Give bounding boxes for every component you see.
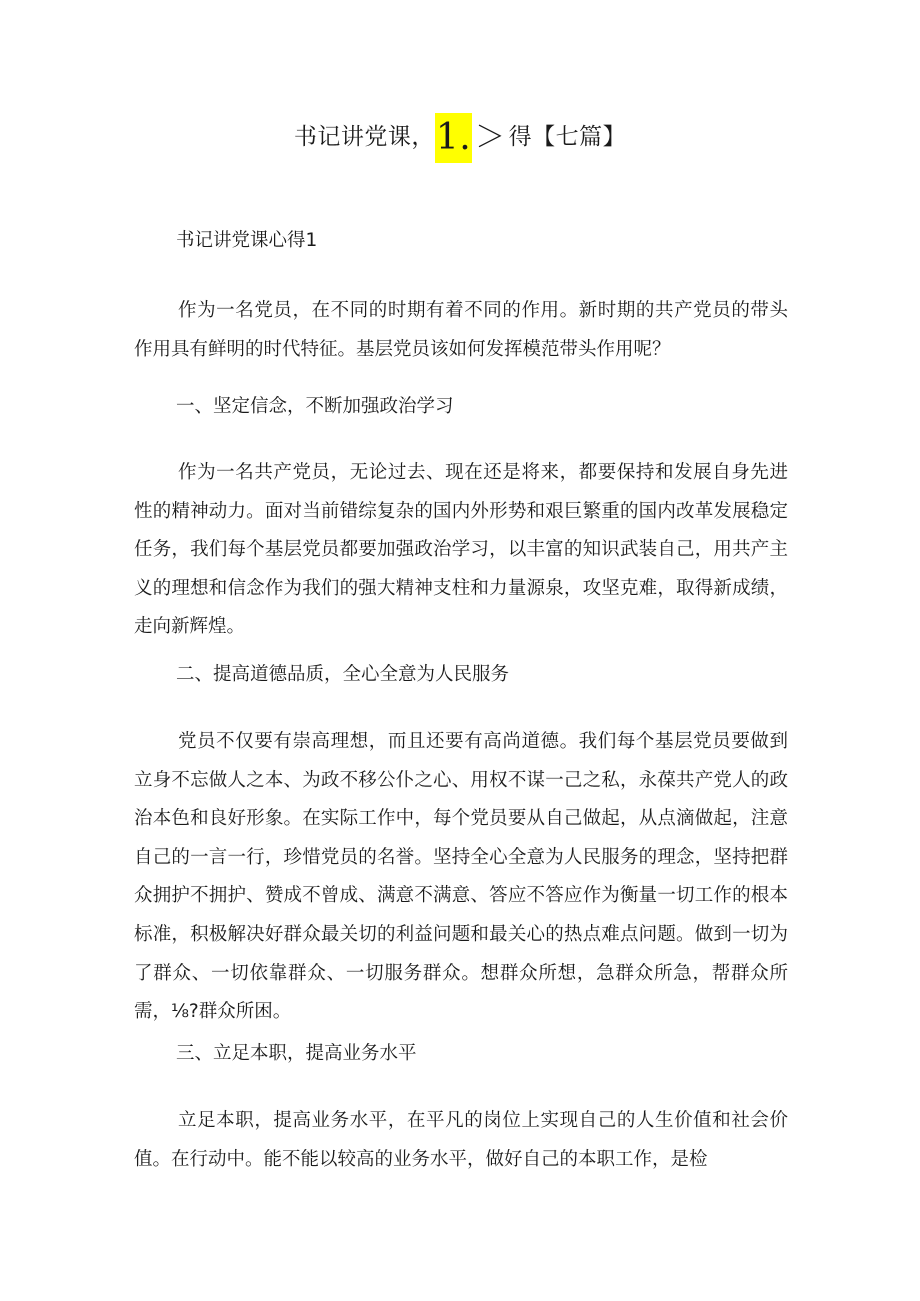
title-text-after: 得【七篇】 — [508, 124, 627, 150]
title-text-before: 书记讲党课， — [293, 124, 435, 150]
heading-three: 三、立足本职，提高业务水平 — [176, 1043, 417, 1064]
paragraph-duty: 立足本职，提高业务水平，在平凡的岗位上实现自己的人生价值和社会价值。在行动中。能不能以较高的业务水平，做好自己的本职工作，是检 — [134, 1110, 788, 1170]
title-highlight-text: 1. — [435, 113, 472, 163]
heading-two: 二、提高道德品质，全心全意为人民服务 — [176, 664, 510, 685]
paragraph-morality: 党员不仅要有崇高理想，而且还要有高尚道德。我们每个基层党员要做到立身不忘做人之本、为政不移公仆之心、用权不谋一己之私，永葆共产党人的政治本色和良好形象。在实际工作中，每个党员要从自己做起，从点滴做起，注意自己的一言一行，珍惜党员的名誉。坚持全心全意为人民服务的理念，坚持把群众拥护不拥护、赞成不曾成、满意不满意、答应不答应作为衡量一切工作的根本标准，积极解决好群众最关切的利益问题和最关心的热点难点问题。做到一切为了群众、一切依靠群众、一切服务群众。想群众所想，急群众所急，帮群众所需，⅛?群众所困。 — [134, 731, 788, 1023]
paragraph-intro: 作为一名党员，在不同的时期有着不同的作用。新时期的共产党员的带头作用具有鲜明的时代特征。基层党员该如何发挥模范带头作用呢？ — [134, 300, 788, 360]
section-title: 书记讲党课心得1 — [176, 230, 318, 251]
title-gt-glyph: ＞ — [475, 119, 506, 155]
document-title — [0, 112, 920, 163]
heading-one: 一、坚定信念，不断加强政治学习 — [176, 396, 454, 417]
paragraph-belief: 作为一名共产党员，无论过去、现在还是将来，都要保持和发展自身先进性的精神动力。面对当前错综复杂的国内外形势和艰巨繁重的国内改革发展稳定任务，我们每个基层党员都要加强政治学习，以丰富的知识武装自己，用共产主义的理想和信念作为我们的强大精神支柱和力量源泉，攻坚克难，取得新成绩，走向新辉煌。 — [134, 462, 788, 638]
